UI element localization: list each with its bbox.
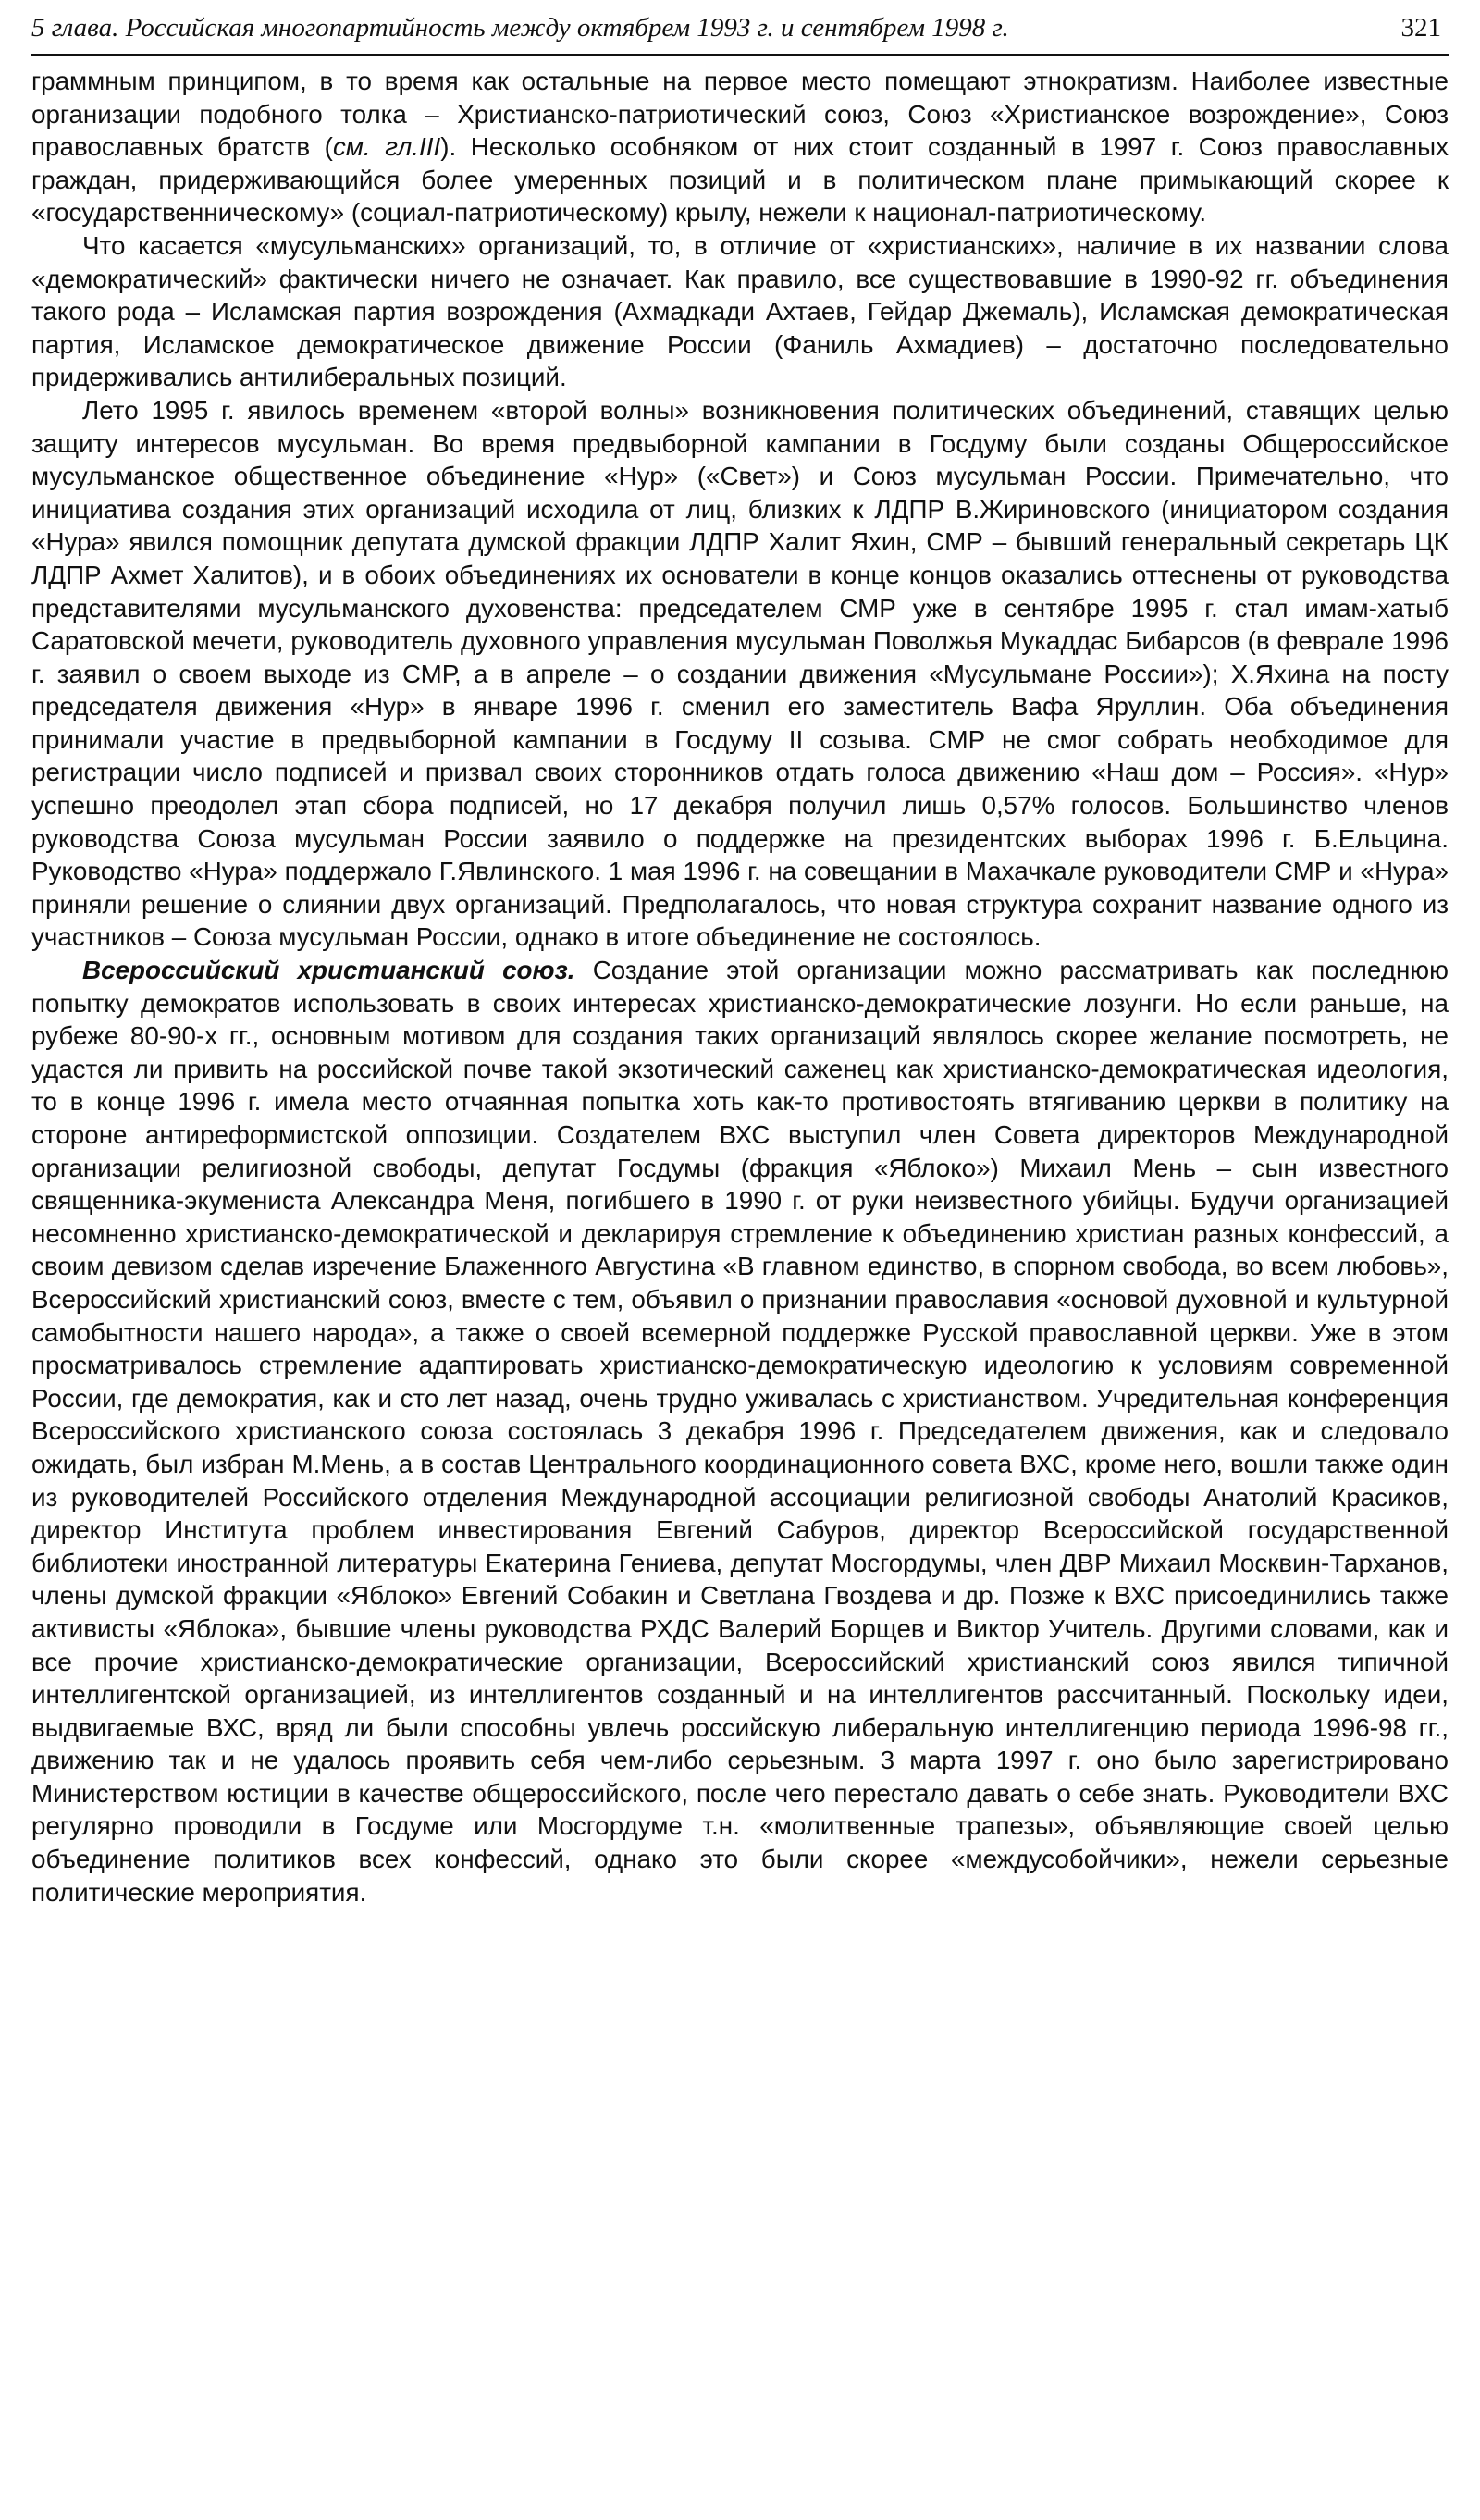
paragraph-3: Лето 1995 г. явилось временем «второй волны» возникновения политических объединений, ставящих целью защиту интересов мусульман. Во время предвыборной кампании в Госдуму были созданы Общероссийское мусульманское общественное объединение «Нур» («Свет») и Союз мусульман России. Примечательно, что инициатива создания этих организаций исходила от лиц, близких к ЛДПР В.Жириновского (инициатором создания «Нура» явился помощник депутата думской фракции ЛДПР Халит Яхин, СМР – бывший генеральный секретарь ЦК ЛДПР Ахмет Халитов), и в обоих объединениях их основатели в конце концов оказались оттеснены от руководства представителями мусульманского духовенства: председателем СМР уже в сентябре 1995 г. стал имам-хатыб Саратовской мечети, руководитель духовного управления мусульман Поволжья Мукаддас Бибарсов (в феврале 1996 г. заявил о своем выходе из СМР, а в апреле – о создании движения «Мусульмане России»); Х.Яхина на посту председателя движения «Нур» в январе 1996 г. сменил его заместитель Вафа Яруллин. Оба объединения принимали участие в предвыборной кампании в Госдуму II созыва. СМР не смог собрать необходимое для регистрации число подписей и призвал своих сторонников отдать голоса движению «Наш дом – Россия». «Нур» успешно преодолел этап сбора подписей, но 17 декабря получил лишь 0,57% голосов. Большинство членов руководства Союза мусульман России заявило о поддержке на президентских выборах 1996 г. Б.Ельцина. Руководство «Нура» поддержало Г.Явлинского. 1 мая 1996 г. на совещании в Махачкале руководители СМР и «Нура» приняли решение о слиянии двух организаций. Предполагалось, что новая структура сохранит название одного из участников – Союза мусульман России, однако в итоге объединение не состоялось. [31,395,1449,952]
cross-reference: см. гл.III [332,132,441,162]
section-heading: Всероссийский христианский союз. [82,956,575,985]
running-header [31,0,1449,56]
paragraph-4 [31,954,1449,1909]
paragraph-1 [31,65,1449,229]
paragraph-2: Что касается «мусульманских» организаций, то, в отличие от «христианских», наличие в их названии слова «демократический» фактически ничего не означает. Как правило, все существовавшие в 1990-92 гг. объединения такого рода – Исламская партия возрождения (Ахмадкади Ахтаев, Гейдар Джемаль), Исламская демократическая партия, Исламское демократическое движение России (Фаниль Ахмадиев) – достаточно последовательно придерживались антилиберальных позиций. [31,230,1449,392]
body-text [31,65,1449,1909]
paragraph-1-text-a: граммным принципом, в то время как остальные на первое место помещают этнократизм. Наиболее известные организации подобного толка – Христианско-патриотический союз, Союз «Христианское возрождение», Союз православных братств ( [31,67,1449,162]
page-number: 321 [1400,13,1441,43]
chapter-title: 5 глава. Российская многопартийность между октябрем 1993 г. и сентябрем 1998 г. [31,13,1009,43]
paragraph-4-text: Создание этой организации можно рассматривать как последнюю попытку демократов использовать в своих интересах христианско-демократические лозунги. Но если раньше, на рубеже 80-90-х гг., основным мотивом для создания таких организаций являлось скорее желание посмотреть, не удастся ли привить на российской почве такой экзотический саженец как христианско-демократическая идеология, то в конце 1996 г. имела место отчаянная попытка хоть как-то противостоять втягиванию церкви в политику на стороне антиреформистской оппозиции. Создателем ВХС выступил член Совета директоров Международной организации религиозной свободы, депутат Госдумы (фракция «Яблоко») Михаил Мень – сын известного священника-экумениста Александра Меня, погибшего в 1990 г. от руки неизвестного убийцы. Будучи организацией несомненно христианско-демократической и декларируя стремление к объединению христиан разных конфессий, а своим девизом сделав изречение Блаженного Августина «В главном единство, в спорном свобода, во всем любовь», Всероссийский христианский союз, вместе с тем, объявил о признании православия «основой духовной и культурной самобытности нашего народа», а также о своей всемерной поддержке Русской православной церкви. Уже в этом просматривалось стремление адаптировать христианско-демократическую идеологию к условиям современной России, где демократия, как и сто лет назад, очень трудно уживалась с христианством. Учредительная конференция Всероссийского христианского союза состоялась 3 декабря 1996 г. Председателем движения, как и следовало ожидать, был избран М.Мень, а в состав Центрального координационного совета ВХС, кроме него, вошли также один из руководителей Российского отделения Международной ассоциации религиозной свободы Анатолий Красиков, директор Института проблем инвестирования Евгений Сабуров, директор Всероссийской государственной библиотеки иностранной литературы Екатерина Гениева, депутат Мосгордумы, член ДВР Михаил Москвин-Тарханов, члены думской фракции «Яблоко» Евгений Собакин и Светлана Гвоздева и др. Позже к ВХС присоединились также активисты «Яблока», бывшие члены руководства РХДС Валерий Борщев и Виктор Учитель. Другими словами, как и все прочие христианско-демократические организации, Всероссийский христианский союз явился типичной интеллигентской организацией, из интеллигентов созданный и на интеллигентов рассчитанный. Поскольку идеи, выдвигаемые ВХС, вряд ли были способны увлечь российскую либеральную интеллигенцию периода 1996-98 гг., движению так и не удалось проявить себя чем-либо серьезным. 3 марта 1997 г. оно было зарегистрировано Министерством юстиции в качестве общероссийского, после чего перестало давать о себе знать. Руководители ВХС регулярно проводили в Госдуме или Мосгордуме т.н. «молитвенные трапезы», объявляющие своей целью объединение политиков всех конфессий, однако это были скорее «междусобойчики», нежели серьезные политические мероприятия. [31,956,1449,1907]
paragraph-1-text-b: ). Несколько особняком от них стоит созданный в 1997 г. Союз православных граждан, придерживающийся более умеренных позиций и в политическом плане примыкающий скорее к «государственническому» (социал-патриотическому) крылу, нежели к национал-патриотическому. [31,132,1449,228]
